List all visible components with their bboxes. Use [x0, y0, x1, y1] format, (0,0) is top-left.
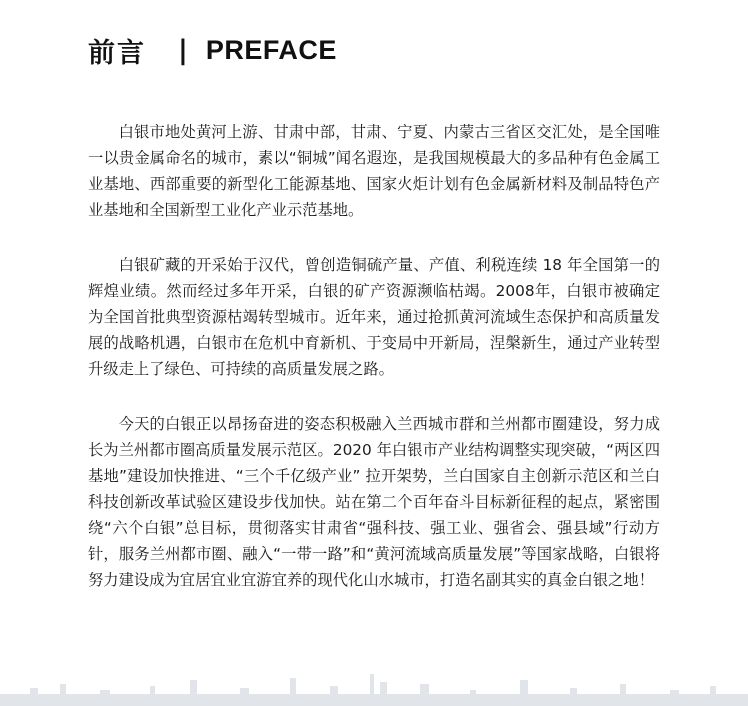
preface-paragraph-1: 白银市地处黄河上游、甘肃中部，甘肃、宁夏、内蒙古三省区交汇处，是全国唯一以贵金属命名的城市，素以“铜城”闻名遐迩，是我国规模最大的多品种有色金属工业基地、西部重要的新型化工能源基地、国家火炬计划有色金属新材料及制品特色产业基地和全国新型工业化产业示范基地。 — [88, 123, 660, 219]
preface-paragraph-3: 今天的白银正以昂扬奋进的姿态积极融入兰西城市群和兰州都市圈建设，努力成长为兰州都市圈高质量发展示范区。2020 年白银市产业结构调整实现突破，“两区四基地”建设加快推进、“三个千亿级产业” 拉开架势，兰白国家自主创新示范区和兰白科技创新改革试验区建设步伐加快。站在第二个百年奋斗目标新征程的起点，紧密围绕“六个白银”总目标，贯彻落实甘肃省“强科技、强工业、强省会、强县域”行动方针，服务兰州都市圈、融入“一带一路”和“黄河流域高质量发展”等国家战略，白银将努力建设成为宜居宜业宜游宜养的现代化山水城市，打造名副其实的真金白银之地！ — [88, 415, 660, 589]
city-skyline-decoration — [0, 666, 748, 706]
page-title-chinese: 前言 — [88, 37, 146, 69]
page-header — [88, 30, 337, 70]
title-separator: | — [178, 34, 188, 66]
preface-paragraph-2: 白银矿藏的开采始于汉代，曾创造铜硫产量、产值、利税连续 18 年全国第一的辉煌业绩。然而经过多年开采，白银的矿产资源濒临枯竭。2008年，白银市被确定为全国首批典型资源枯竭转型城市。近年来，通过抢抓黄河流域生态保护和高质量发展的战略机遇，白银市在危机中育新机、于变局中开新局，涅槃新生，通过产业转型升级走上了绿色、可持续的高质量发展之路。 — [88, 256, 660, 378]
preface-body — [88, 119, 660, 622]
page-title-english: PREFACE — [205, 34, 337, 65]
